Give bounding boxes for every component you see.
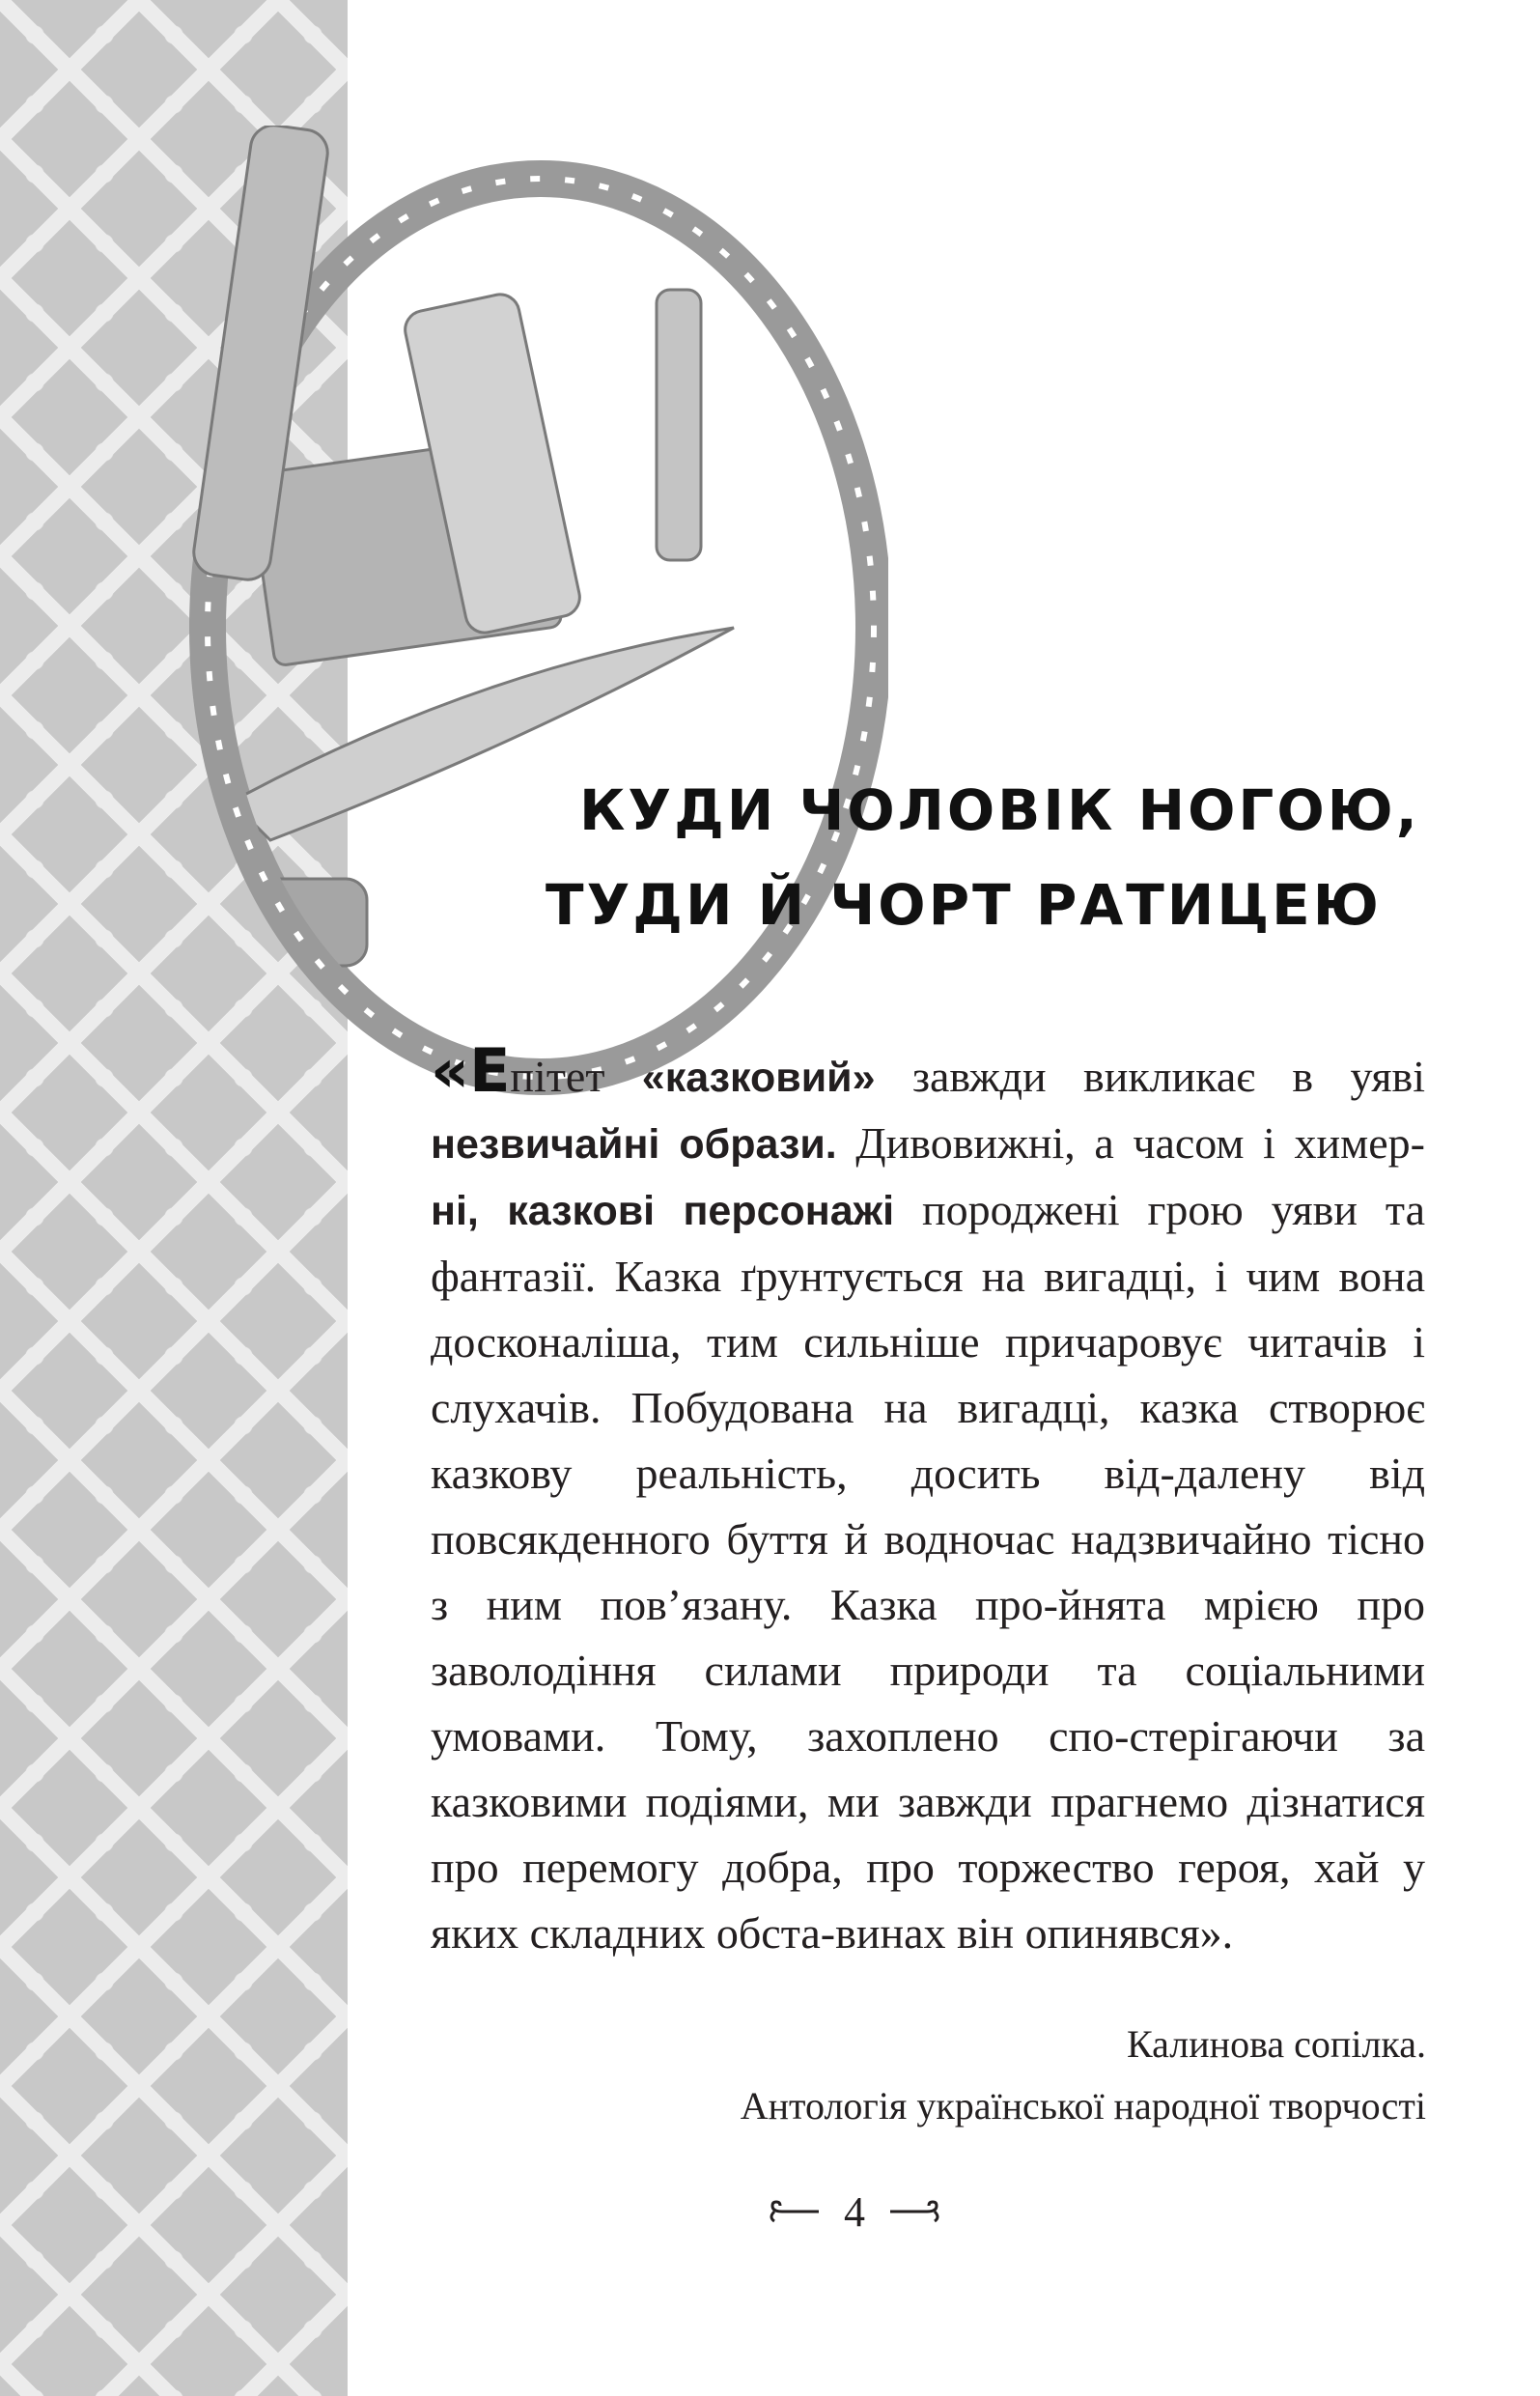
candle-shape — [657, 290, 701, 560]
epigraph-source — [654, 2014, 1426, 2137]
source-line-1: Калинова сопілка. — [1127, 2022, 1426, 2066]
left-curl-ornament-icon — [765, 2200, 823, 2223]
emphasis-obrazy: незвичайні образи. — [431, 1121, 837, 1168]
drop-cap: Е — [469, 1035, 511, 1106]
emphasis-kazkovyi: «казковий» — [641, 1055, 876, 1101]
text-part: Дивовижні, а часом і химер- — [836, 1118, 1425, 1168]
text-part: породжені грою уяви та фантазії. Казка ґрунтується на вигадці, і чим вона досконаліша, тим сильніше причаровує читачів і слухачів. Побудована на вигадці, казка створює казкову реальність, досить від-далену від повсякденного буття й водночас надзвичайно тісно з ним пов’язану. Казка про-йнята мрією про заволодіння силами природи та соціальними умовами. Тому, захоплено спо-стерігаючи за казковими подіями, ми завжди прагнемо дізнатися про перемогу добра, про торжество героя, хай у яких складних обста-винах він опинявся». — [431, 1185, 1425, 1958]
text-part: завжди викликає в уяві — [875, 1052, 1425, 1101]
page-footer — [734, 2183, 975, 2241]
open-quote: « — [431, 1035, 470, 1106]
scrolls-books-quill-illustration — [116, 126, 888, 1111]
title-line-2: ТУДИ Й ЧОРТ РАТИЦЕЮ — [546, 872, 1382, 938]
source-line-2: Антологія української народної творчості — [740, 2084, 1426, 2128]
right-curl-ornament-icon — [886, 2200, 944, 2223]
epigraph-text — [431, 1035, 1425, 1966]
page-number: 4 — [844, 2187, 865, 2236]
text-part: пітет — [510, 1052, 642, 1101]
emphasis-personazhi: ні, казкові персонажі — [431, 1188, 895, 1234]
title-line-1: КУДИ ЧОЛОВІК НОГОЮ, — [579, 777, 1420, 843]
story-title — [546, 763, 1420, 952]
